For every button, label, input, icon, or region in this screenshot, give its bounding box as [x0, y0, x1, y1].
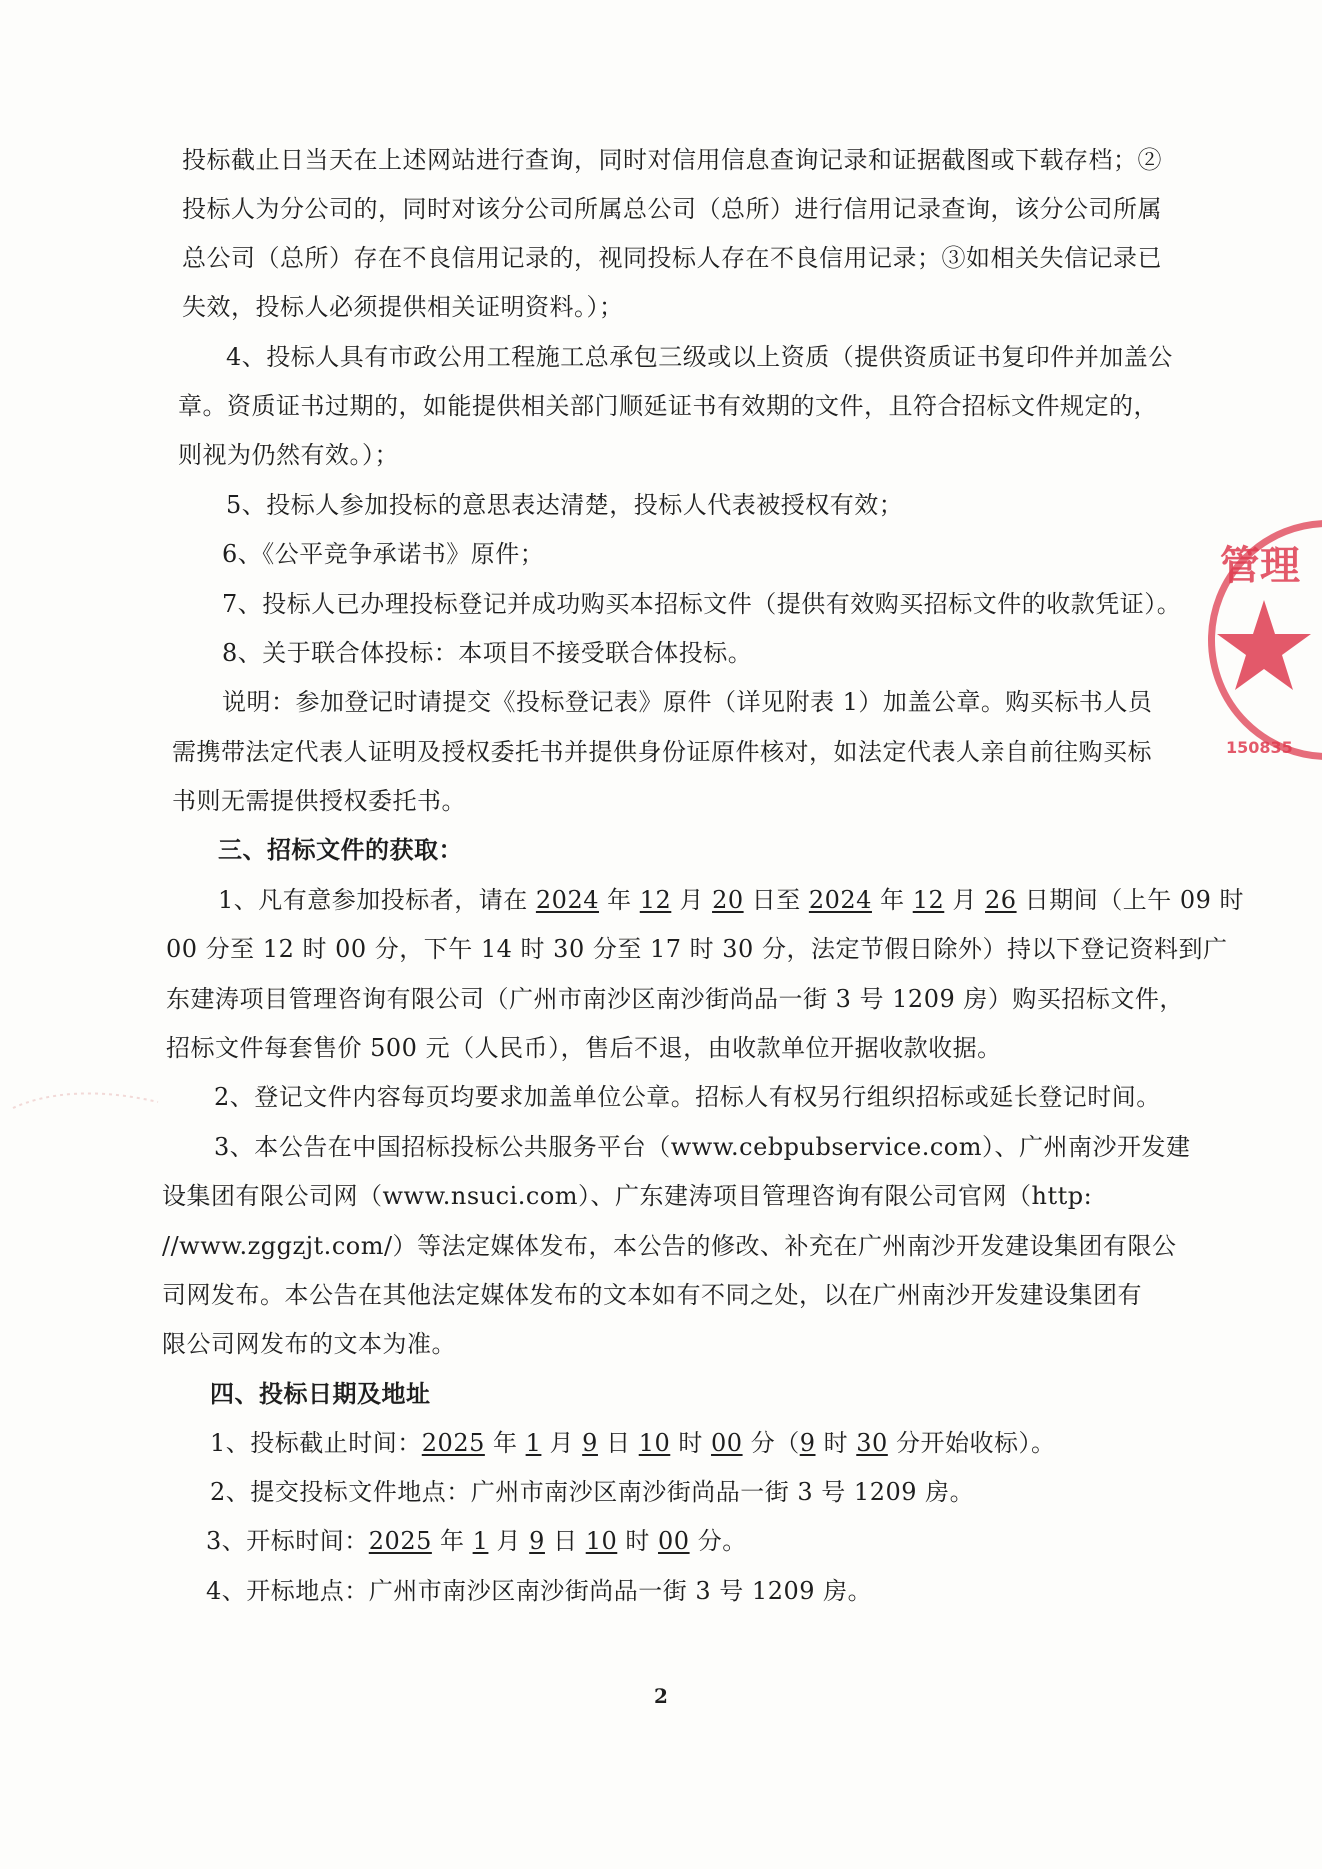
seal-text: 管理: [1220, 543, 1300, 589]
note-line-3: 书则无需提供授权委托书。: [172, 787, 466, 815]
section3-p1-line-2: 00 分至 12 时 00 分，下午 14 时 30 分至 17 时 30 分，法定节假日除外）持以下登记资料到广: [166, 935, 1228, 963]
scan-smudge: [8, 1080, 168, 1120]
text-hour: 时: [670, 1429, 712, 1457]
start-day: 20: [712, 886, 744, 914]
section4-item-1: [210, 1427, 1055, 1459]
section4-heading: 四、投标日期及地址: [210, 1379, 431, 1408]
text-day: 日: [544, 1527, 586, 1555]
deadline-minute: 00: [711, 1429, 743, 1457]
deadline-month: 1: [525, 1429, 542, 1457]
item7: 7、投标人已办理投标登记并成功购买本招标文件（提供有效购买招标文件的收款凭证）。: [222, 590, 1182, 618]
para-cont-line-3: 总公司（总所）存在不良信用记录的，视同投标人存在不良信用记录；③如相关失信记录已: [182, 244, 1162, 272]
deadline-hour: 10: [638, 1429, 671, 1457]
text-to: 日至: [743, 886, 809, 914]
open-minute: 30: [856, 1429, 888, 1457]
star-icon: [1214, 596, 1314, 696]
text-day: 日: [597, 1429, 639, 1457]
text-hour: 时: [617, 1527, 659, 1555]
item4-line-2: 章。资质证书过期的，如能提供相关部门顺延证书有效期的文件，且符合招标文件规定的，: [178, 392, 1158, 420]
seal-code: 150835: [1226, 738, 1293, 757]
section3-p3-line-2: 设集团有限公司网（www.nsuci.com）、广东建涛项目管理咨询有限公司官网（http:: [162, 1182, 1093, 1210]
text-year: 年: [484, 1429, 526, 1457]
end-day: 26: [985, 886, 1017, 914]
text-minute: 分（: [742, 1429, 800, 1457]
text-month: 月: [541, 1429, 583, 1457]
section3-p1-line-3: 东建涛项目管理咨询有限公司（广州市南沙区南沙街尚品一街 3 号 1209 房）购买招标文件，: [166, 985, 1184, 1013]
text-month: 月: [671, 886, 713, 914]
text-suffix: 分。: [689, 1527, 747, 1555]
item4-line-1: 4、投标人具有市政公用工程施工总承包三级或以上资质（提供资质证书复印件并加盖公: [226, 343, 1173, 371]
opening-day: 9: [529, 1527, 545, 1555]
end-month: 12: [912, 886, 945, 914]
item8: 8、关于联合体投标：本项目不接受联合体投标。: [222, 639, 753, 667]
opening-month: 1: [472, 1527, 489, 1555]
section4-item-3: [206, 1525, 747, 1557]
i3-prefix: 3、开标时间：: [206, 1527, 369, 1555]
section3-p3-line-1: 3、本公告在中国招标投标公共服务平台（www.cebpubservice.com）、广州南沙开发建: [214, 1133, 1191, 1161]
para-cont-line-4: 失效，投标人必须提供相关证明资料。）；: [182, 293, 624, 321]
note-line-2: 需携带法定代表人证明及授权委托书并提供身份证原件核对，如法定代表人亲自前往购买标: [172, 738, 1152, 766]
start-year: 2024: [535, 886, 599, 914]
item5: 5、投标人参加投标的意思表达清楚，投标人代表被授权有效；: [226, 491, 904, 519]
official-seal: [1208, 512, 1322, 774]
opening-year: 2025: [368, 1527, 432, 1555]
text-suffix: 分开始收标）。: [887, 1429, 1056, 1457]
section4-item-4: 4、开标地点：广州市南沙区南沙街尚品一街 3 号 1209 房。: [206, 1577, 873, 1605]
section4-item-2: 2、提交投标文件地点：广州市南沙区南沙街尚品一街 3 号 1209 房。: [210, 1478, 975, 1506]
section3-p3-line-3: //www.zggzjt.com/）等法定媒体发布，本公告的修改、补充在广州南沙开发建设集团有限公: [162, 1232, 1177, 1260]
note-line-1: 说明：参加登记时请提交《投标登记表》原件（详见附表 1）加盖公章。购买标书人员: [222, 688, 1153, 716]
item4-line-3: 则视为仍然有效。）；: [178, 441, 399, 469]
text-year: 年: [598, 886, 640, 914]
text-month: 月: [488, 1527, 530, 1555]
text-month: 月: [944, 886, 986, 914]
section3-p3-line-5: 限公司网发布的文本为准。: [162, 1330, 456, 1358]
deadline-year: 2025: [421, 1429, 485, 1457]
deadline-day: 9: [582, 1429, 598, 1457]
start-month: 12: [639, 886, 672, 914]
section3-heading: 三、招标文件的获取：: [218, 835, 463, 864]
text-year: 年: [871, 886, 913, 914]
para-cont-line-1: 投标截止日当天在上述网站进行查询，同时对信用信息查询记录和证据截图或下载存档；②: [182, 146, 1162, 174]
section3-p1-line-1: [218, 884, 1244, 916]
open-hour: 9: [799, 1429, 816, 1457]
text-hour: 时: [815, 1429, 857, 1457]
i1-prefix: 1、投标截止时间：: [210, 1429, 422, 1457]
end-year: 2024: [808, 886, 872, 914]
p1-prefix: 1、凡有意参加投标者，请在: [218, 886, 536, 914]
section3-p2: 2、登记文件内容每页均要求加盖单位公章。招标人有权另行组织招标或延长登记时间。: [214, 1083, 1161, 1111]
section3-p3-line-4: 司网发布。本公告在其他法定媒体发布的文本如有不同之处，以在广州南沙开发建设集团有: [162, 1281, 1142, 1309]
opening-hour: 10: [585, 1527, 618, 1555]
section3-p1-line-4: 招标文件每套售价 500 元（人民币），售后不退，由收款单位开据收款收据。: [166, 1034, 1002, 1062]
text-year: 年: [431, 1527, 473, 1555]
opening-minute: 00: [658, 1527, 690, 1555]
para-cont-line-2: 投标人为分公司的，同时对该分公司所属总公司（总所）进行信用记录查询，该分公司所属: [182, 195, 1162, 223]
page-number: 2: [654, 1684, 668, 1708]
p1-suffix: 日期间（上午 09 时: [1016, 886, 1245, 914]
item6: 6、《公平竞争承诺书》原件；: [222, 540, 545, 568]
